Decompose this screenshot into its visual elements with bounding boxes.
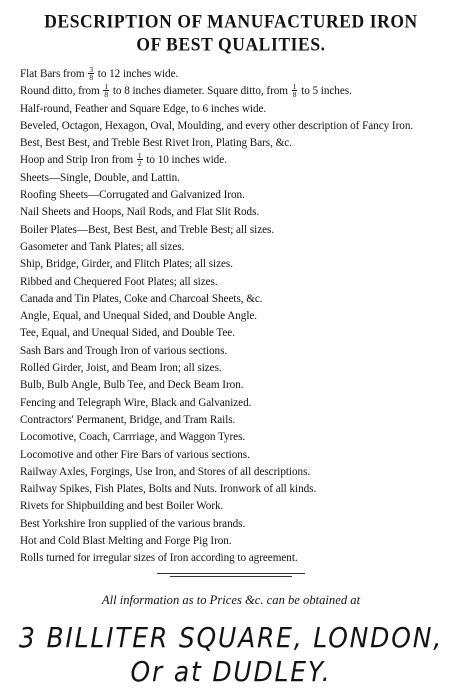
item-text: Railway Spikes, Fish Plates, Bolts and Nuts. Ironwork of all kinds.	[20, 483, 317, 496]
product-list-item	[20, 256, 450, 273]
item-text: Roofing Sheets—Corrugated and Galvanized Iron.	[20, 189, 245, 202]
product-list-item	[20, 101, 450, 118]
item-text: Locomotive, Coach, Carrriage, and Waggon Tyres.	[20, 431, 246, 444]
product-list-item	[20, 118, 450, 135]
item-text: Ship, Bridge, Girder, and Flitch Plates; all sizes.	[20, 258, 233, 271]
product-list-item	[20, 533, 450, 550]
product-list-item	[20, 516, 450, 533]
item-text: to 5 inches.	[298, 85, 352, 98]
item-text: Rivets for Shipbuilding and best Boiler Work.	[20, 500, 224, 513]
item-text: Contractors' Permanent, Bridge, and Tram Rails.	[20, 413, 236, 426]
heading-line-1: DESCRIPTION OF MANUFACTURED IRON	[44, 10, 418, 32]
product-list-item	[20, 377, 450, 394]
fraction	[88, 66, 94, 81]
item-text: Canada and Tin Plates, Coke and Charcoal Sheets, &c.	[20, 292, 263, 305]
product-list-item	[20, 170, 450, 187]
item-text: Rolled Girder, Joist, and Beam Iron; all sizes.	[20, 362, 222, 375]
fraction	[137, 152, 143, 167]
item-text: Fencing and Telegraph Wire, Black and Galvanized.	[20, 396, 252, 409]
divider-rule-bottom	[170, 576, 292, 577]
product-list	[20, 66, 450, 568]
item-text: Flat Bars from	[20, 68, 88, 80]
product-list-item	[20, 152, 450, 169]
item-text: Nail Sheets and Hoops, Nail Rods, and Flat Slit Rods.	[20, 206, 260, 219]
heading-line-2: OF BEST QUALITIES.	[136, 33, 326, 55]
product-list-item	[20, 308, 450, 325]
item-text: Boiler Plates—Best, Best Best, and Treble Best; all sizes.	[20, 223, 275, 236]
product-list-item	[20, 395, 450, 412]
item-text: Sash Bars and Trough Iron of various sections.	[20, 344, 228, 357]
divider-rule-top	[157, 573, 305, 574]
fraction-numerator: 1	[104, 82, 109, 92]
product-list-item	[20, 412, 450, 429]
product-list-item	[20, 274, 450, 291]
item-text: Hoop and Strip Iron from	[20, 154, 136, 167]
price-notice: All information as to Prices &c. can be obtained at	[101, 593, 361, 607]
fraction-denominator: 8	[104, 90, 109, 100]
product-list-item	[20, 481, 450, 498]
item-text: Best, Best Best, and Treble Best Rivet Iron, Plating Bars, &c.	[20, 137, 292, 150]
fraction	[103, 83, 109, 98]
product-list-item	[20, 239, 450, 256]
item-text: Half-round, Feather and Square Edge, to 6 inches wide.	[20, 102, 267, 115]
product-list-item	[20, 498, 450, 515]
address-line-1: 3 BILLITER SQUARE, LONDON,	[19, 621, 443, 654]
product-list-item	[20, 135, 450, 152]
product-list-item	[20, 291, 450, 308]
fraction	[292, 83, 298, 98]
product-list-item	[20, 83, 450, 100]
fraction-denominator: 8	[89, 73, 94, 82]
fraction-denominator: 8	[292, 90, 297, 100]
product-list-item	[20, 360, 450, 377]
item-text: Bulb, Bulb Angle, Bulb Tee, and Deck Beam Iron.	[20, 379, 244, 392]
product-list-item	[20, 204, 450, 221]
item-text: Rolls turned for irregular sizes of Iron according to agreement.	[20, 552, 298, 565]
address-line-2	[0, 655, 462, 689]
item-text: Round ditto, from	[20, 85, 103, 98]
product-list-item	[20, 550, 450, 567]
item-text: Sheets—Single, Double, and Lattin.	[20, 171, 180, 184]
product-list-item	[20, 343, 450, 360]
product-list-item	[20, 187, 450, 204]
item-text: to 8 inches diameter. Square ditto, from	[110, 85, 291, 98]
item-text: to 10 inches wide.	[143, 154, 227, 167]
item-text: Angle, Equal, and Unequal Sided, and Double Angle.	[20, 310, 258, 323]
fraction-denominator: 2	[137, 159, 142, 169]
address-or: Or at	[130, 655, 203, 688]
address-place: DUDLEY.	[212, 655, 332, 688]
item-text: Ribbed and Chequered Foot Plates; all sizes.	[20, 275, 218, 288]
product-list-item	[20, 464, 450, 481]
item-text: Railway Axles, Forgings, Use Iron, and Stores of all descriptions.	[20, 465, 311, 478]
fraction-numerator: 3	[89, 65, 94, 74]
item-text: Locomotive and other Fire Bars of various sections.	[20, 448, 250, 461]
item-text: Best Yorkshire Iron supplied of the various brands.	[20, 517, 246, 530]
item-text: Beveled, Octagon, Hexagon, Oval, Moulding, and every other description of Fancy Iron.	[20, 119, 414, 132]
product-list-item	[20, 429, 450, 446]
product-list-item	[20, 325, 450, 342]
item-text: Tee, Equal, and Unequal Sided, and Double Tee.	[20, 327, 235, 340]
item-text: Hot and Cold Blast Melting and Forge Pig Iron.	[20, 535, 232, 548]
fraction-numerator: 1	[137, 151, 142, 161]
product-list-item	[20, 66, 450, 83]
product-list-item	[20, 222, 450, 239]
item-text: Gasometer and Tank Plates; all sizes.	[20, 240, 185, 253]
item-text: to 12 inches wide.	[95, 68, 179, 80]
product-list-item	[20, 447, 450, 464]
fraction-numerator: 1	[292, 82, 297, 92]
